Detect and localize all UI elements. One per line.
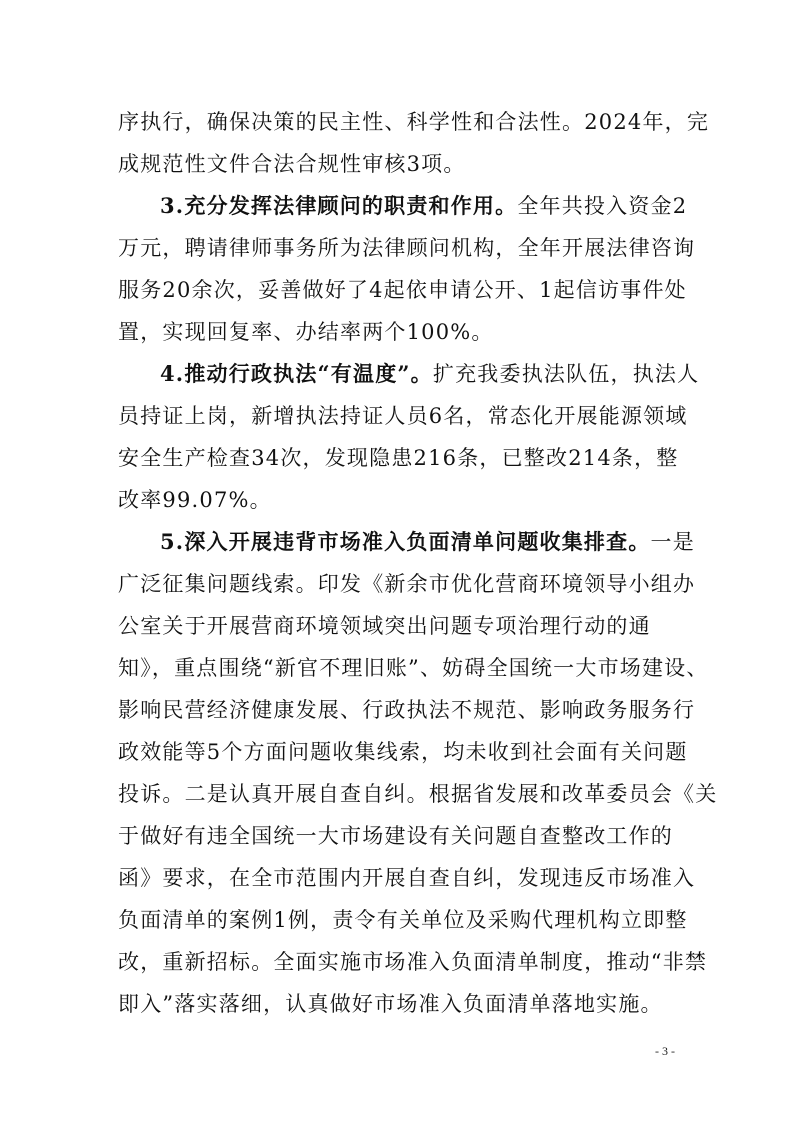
line-text: 政效能等5个方面问题收集线索，均未收到社会面有关问题 [118, 740, 688, 764]
document-line [118, 816, 676, 856]
line-text: 负面清单的案例1例，责令有关单位及采购代理机构立即整 [118, 908, 688, 932]
line-text: 公室关于开展营商环境领域突出问题专项治理行动的通 [118, 614, 651, 638]
line-text: 知》，重点围绕“新官不理旧账”、妨碍全国统一大市场建设、 [118, 656, 709, 680]
line-text: 改，重新招标。全面实施市场准入负面清单制度，推动“非禁 [118, 950, 708, 974]
section-3-heading: 3.充分发挥法律顾问的职责和作用。 [160, 193, 518, 218]
line-text: 员持证上岗，新增执法持证人员6名，常态化开展能源领域 [118, 404, 688, 428]
document-line [118, 438, 679, 478]
document-line [118, 102, 710, 142]
line-text: 万元，聘请律师事务所为法律顾问机构，全年开展法律咨询 [118, 236, 696, 260]
line-text: 投诉。二是认真开展自查自纠。根据省发展和改革委员会《关 [118, 782, 718, 806]
line-text: 安全生产检查34次，发现隐患216条，已整改214条，整 [118, 446, 679, 470]
line-text: 改率99.07%。 [118, 488, 272, 512]
section-5-heading: 5.深入开展违背市场准入负面清单问题收集排查。 [160, 529, 651, 554]
document-line [118, 564, 696, 604]
line-text: 一是 [650, 530, 695, 554]
document-line [118, 270, 687, 310]
document-line [118, 144, 676, 184]
document-line [118, 480, 676, 520]
document-line [118, 732, 688, 772]
document-line [118, 396, 688, 436]
line-text: 即入”落实落细，认真做好市场准入负面清单落地实施。 [118, 992, 663, 1016]
line-text: 服务20余次，妥善做好了4起依申请公开、1起信访事件处 [118, 278, 687, 302]
line-text: 全年共投入资金2 [517, 194, 688, 218]
line-text: 函》要求，在全市范围内开展自查自纠，发现违反市场准入 [118, 866, 696, 890]
document-line [118, 984, 676, 1024]
document-line [118, 606, 676, 646]
document-line [118, 774, 718, 814]
document-line [118, 942, 708, 982]
section-3-heading-line [160, 186, 688, 226]
line-text: 广泛征集问题线索。印发《新余市优化营商环境领导小组办 [118, 572, 696, 596]
line-text: 成规范性文件合法合规性审核3项。 [118, 152, 466, 176]
line-text: 影响民营经济健康发展、行政执法不规范、影响政务服务行 [118, 698, 696, 722]
section-5-heading-line [160, 522, 695, 562]
document-line [118, 900, 688, 940]
section-4-heading: 4.推动行政执法“有温度”。 [160, 361, 433, 386]
document-line [118, 648, 709, 688]
section-4-heading-line [160, 354, 700, 394]
document-line [118, 228, 696, 268]
document-line [118, 858, 696, 898]
document-line [118, 690, 696, 730]
line-text: 于做好有违全国统一大市场建设有关问题自查整改工作的 [118, 824, 673, 848]
page-number: - 3 - [655, 1044, 675, 1058]
document-line [118, 312, 676, 352]
line-text: 置，实现回复率、办结率两个100%。 [118, 320, 494, 344]
line-text: 序执行，确保决策的民主性、科学性和合法性。2024年，完 [118, 110, 710, 134]
line-text: 扩充我委执法队伍，执法人 [432, 362, 700, 386]
